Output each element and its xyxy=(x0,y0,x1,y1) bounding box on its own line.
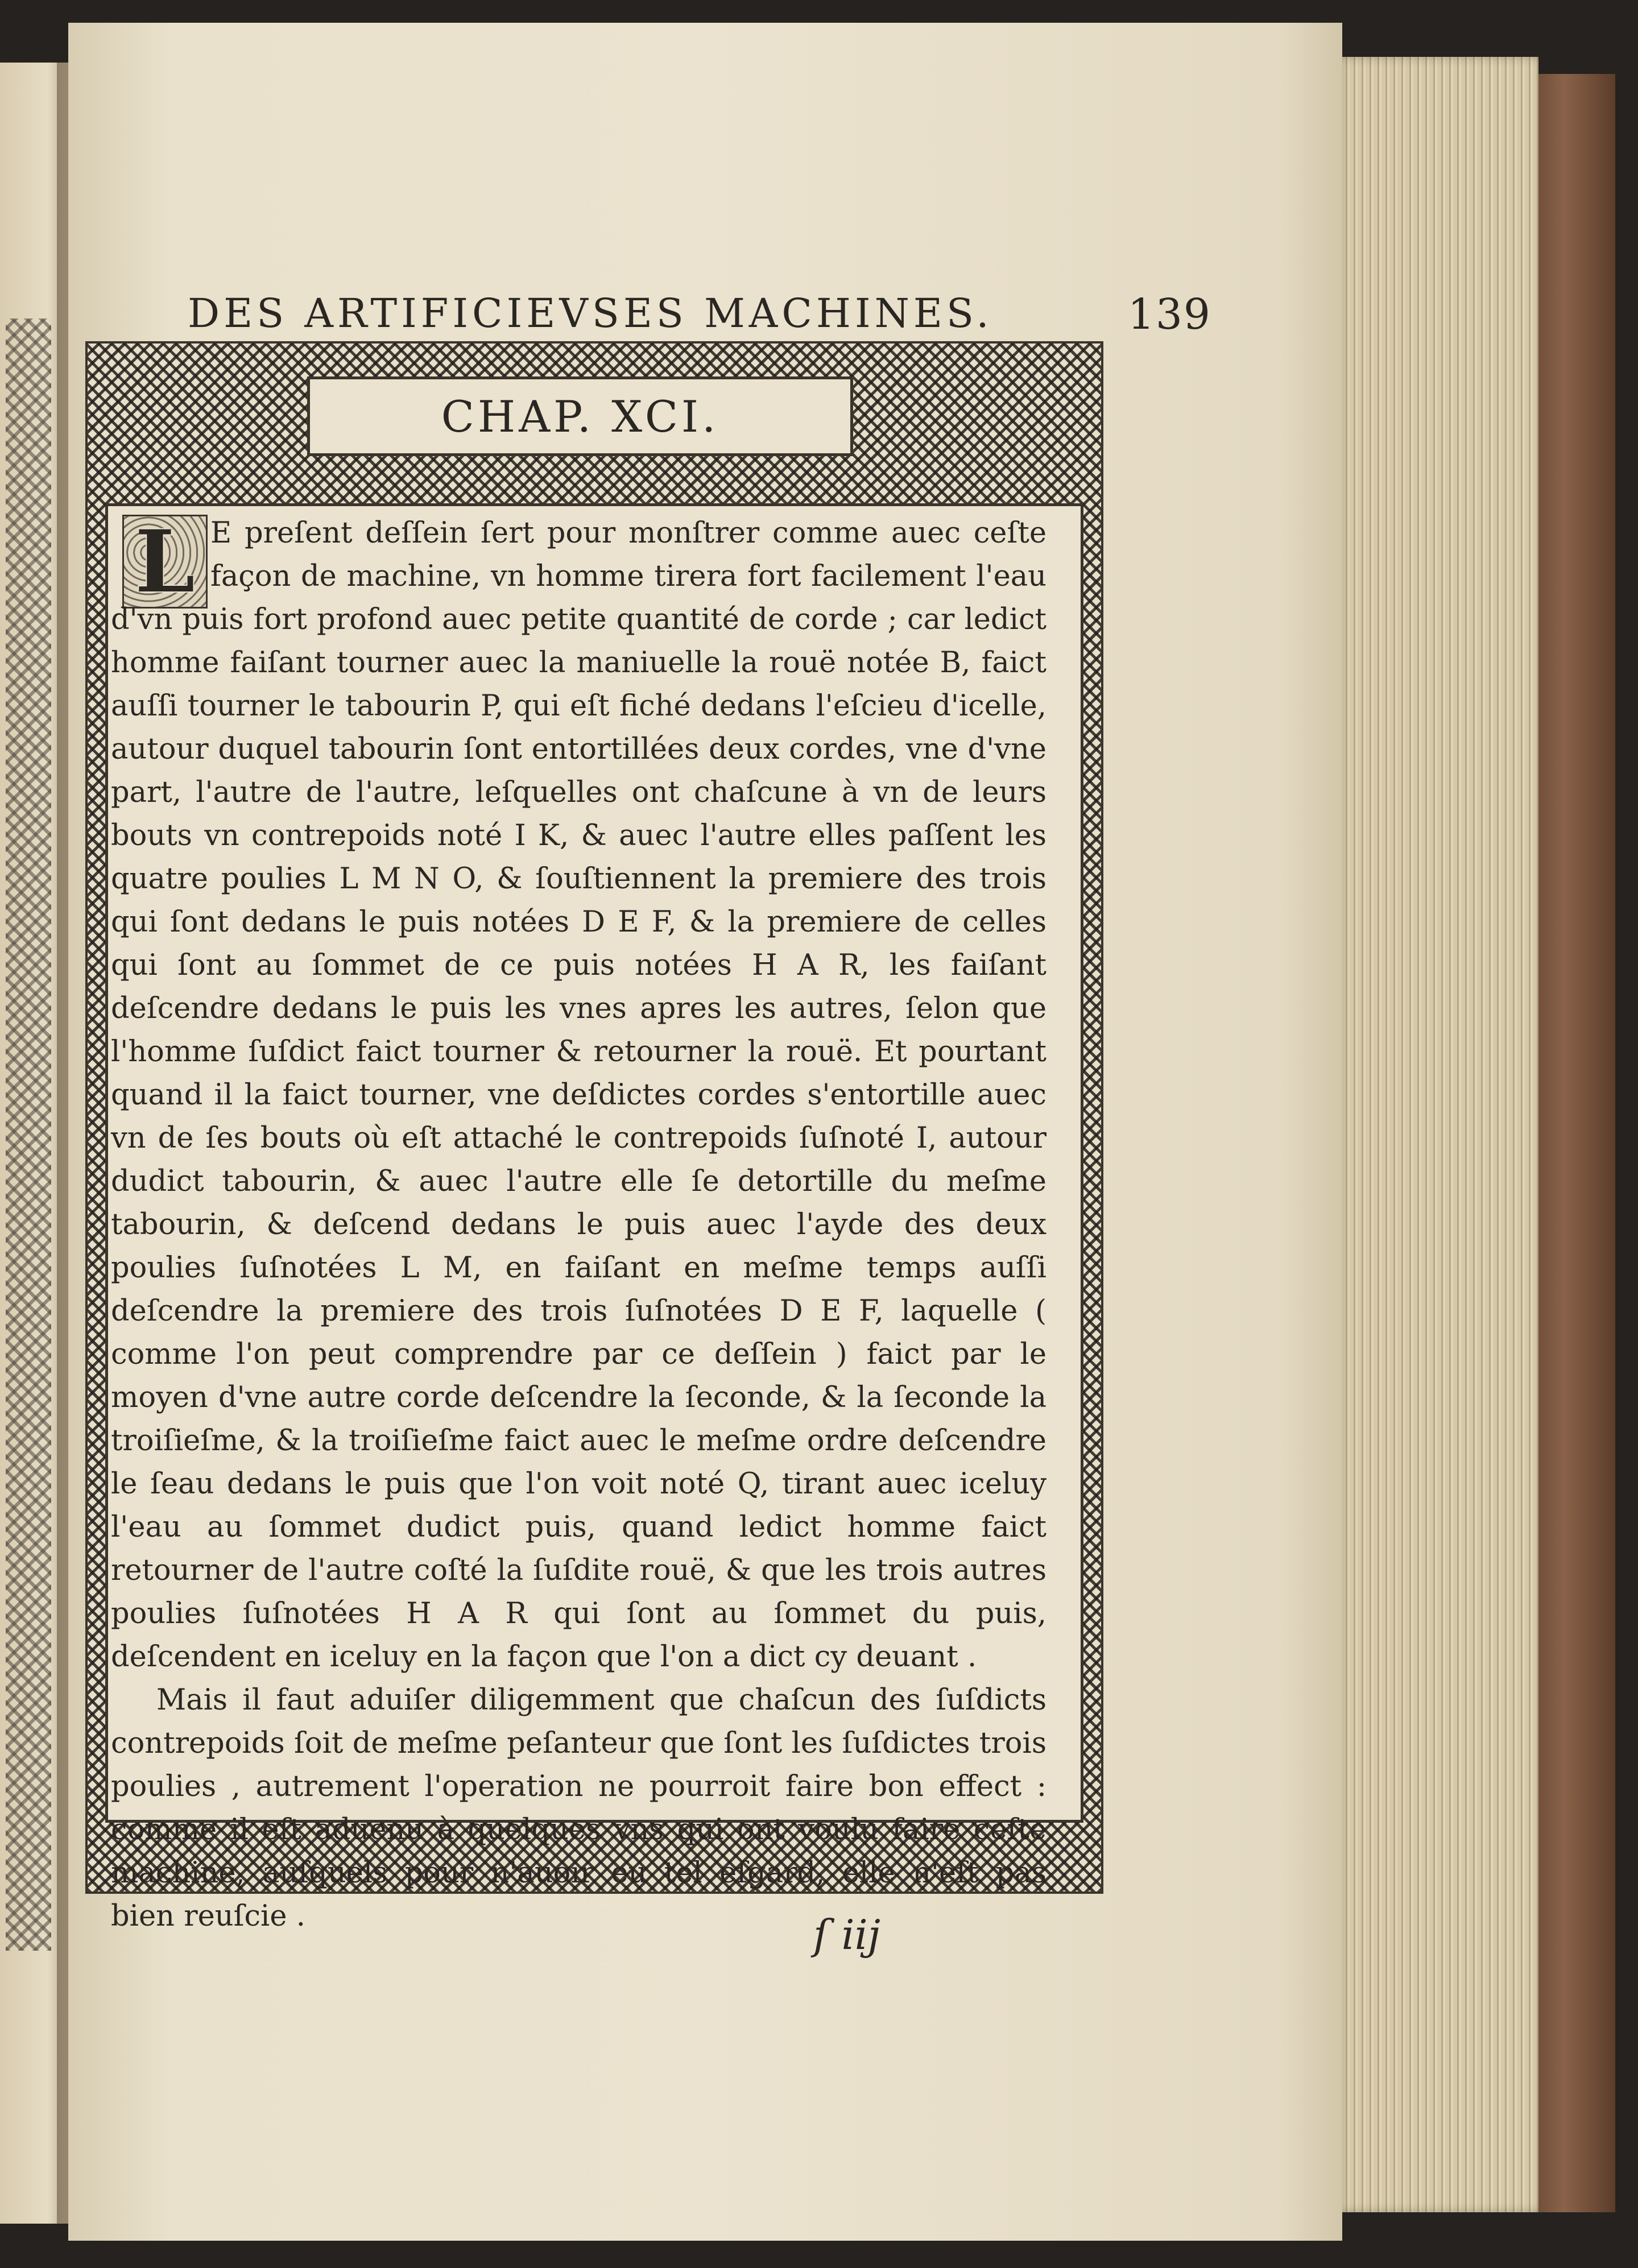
signature-mark: ſ iij xyxy=(813,1911,880,1959)
chapter-title: CHAP. XCI. xyxy=(441,391,719,442)
running-title: DES ARTIFICIEVSES MACHINES. xyxy=(188,290,993,337)
chapter-heading-box xyxy=(307,376,853,456)
book-cover-edge xyxy=(1530,74,1615,2212)
body-text xyxy=(111,512,1046,1938)
left-page-ornament-strip xyxy=(6,318,51,1951)
page-fore-edge xyxy=(1334,57,1538,2212)
page-number: 139 xyxy=(1127,290,1211,339)
drop-cap-letter: L xyxy=(135,511,195,612)
paragraph-2: Mais il faut aduiſer diligemment que chaſcun des ſuſdicts contrepoids ſoit de meſme peſanteur que ſont les ſuſdictes trois poulies , autrement l'operation ne pourroit faire bon effect : comme il eſt aduenu à quelques vns qui ont voulu faire ceſte machine, auſquels pour n'auoir eu tel eſgard, elle n'eſt pas bien reuſcie . xyxy=(111,1683,1046,1933)
running-head xyxy=(188,284,1211,347)
drop-cap-spacer xyxy=(111,512,210,597)
paragraph-1: E preſent deſſein ſert pour monſtrer comme auec ceſte façon de machine, vn homme tirera fort facilement l'eau d'vn puis fort profond auec petite quantité de corde ; car ledict homme faiſant tourner auec la maniuelle la rouë notée B, faict auſſi tourner le tabourin P, qui eſt fiché dedans l'eſcieu d'icelle, autour duquel tabourin ſont entortillées deux cordes, vne d'vne part, l'autre de l'autre, leſquelles ont chaſcune à vn de leurs bouts vn contrepoids noté I K, & auec l'autre elles paſſent les quatre poulies L M N O, & ſouſtiennent la premiere des trois qui ſont dedans le puis notées D E F, & la premiere de celles qui ſont au ſommet de ce puis notées H A R, les faiſant deſcendre dedans le puis les vnes apres les autres, ſelon que l'homme ſuſdict faict tourner & retourner la rouë. Et pourtant quand il la faict tourner, vne deſdictes cordes s'entortille auec vn de ſes bouts où eſt attaché le contrepoids ſuſnoté I, autour dudict tabourin, & auec l'autre elle ſe detortille du meſme tabourin, & deſcend dedans le puis auec l'ayde des deux poulies ſuſnotées L M, en faiſant en meſme temps auſſi deſcendre la premiere des trois ſuſnotées D E F, laquelle ( comme l'on peut comprendre par ce deſſein ) faict par le moyen d'vne autre corde deſcendre la ſeconde, & la ſeconde la troiſieſme, & la troiſieſme faict auec le meſme ordre deſcendre le ſeau dedans le puis que l'on voit noté Q, tirant auec iceluy l'eau au ſommet dudict puis, quand ledict homme faict retourner de l'autre coſté la ſuſdite rouë, & que les trois autres poulies ſuſnotées H A R qui ſont au ſommet du puis, deſcendent en iceluy en la façon que l'on a dict cy deuant . xyxy=(111,516,1046,1674)
